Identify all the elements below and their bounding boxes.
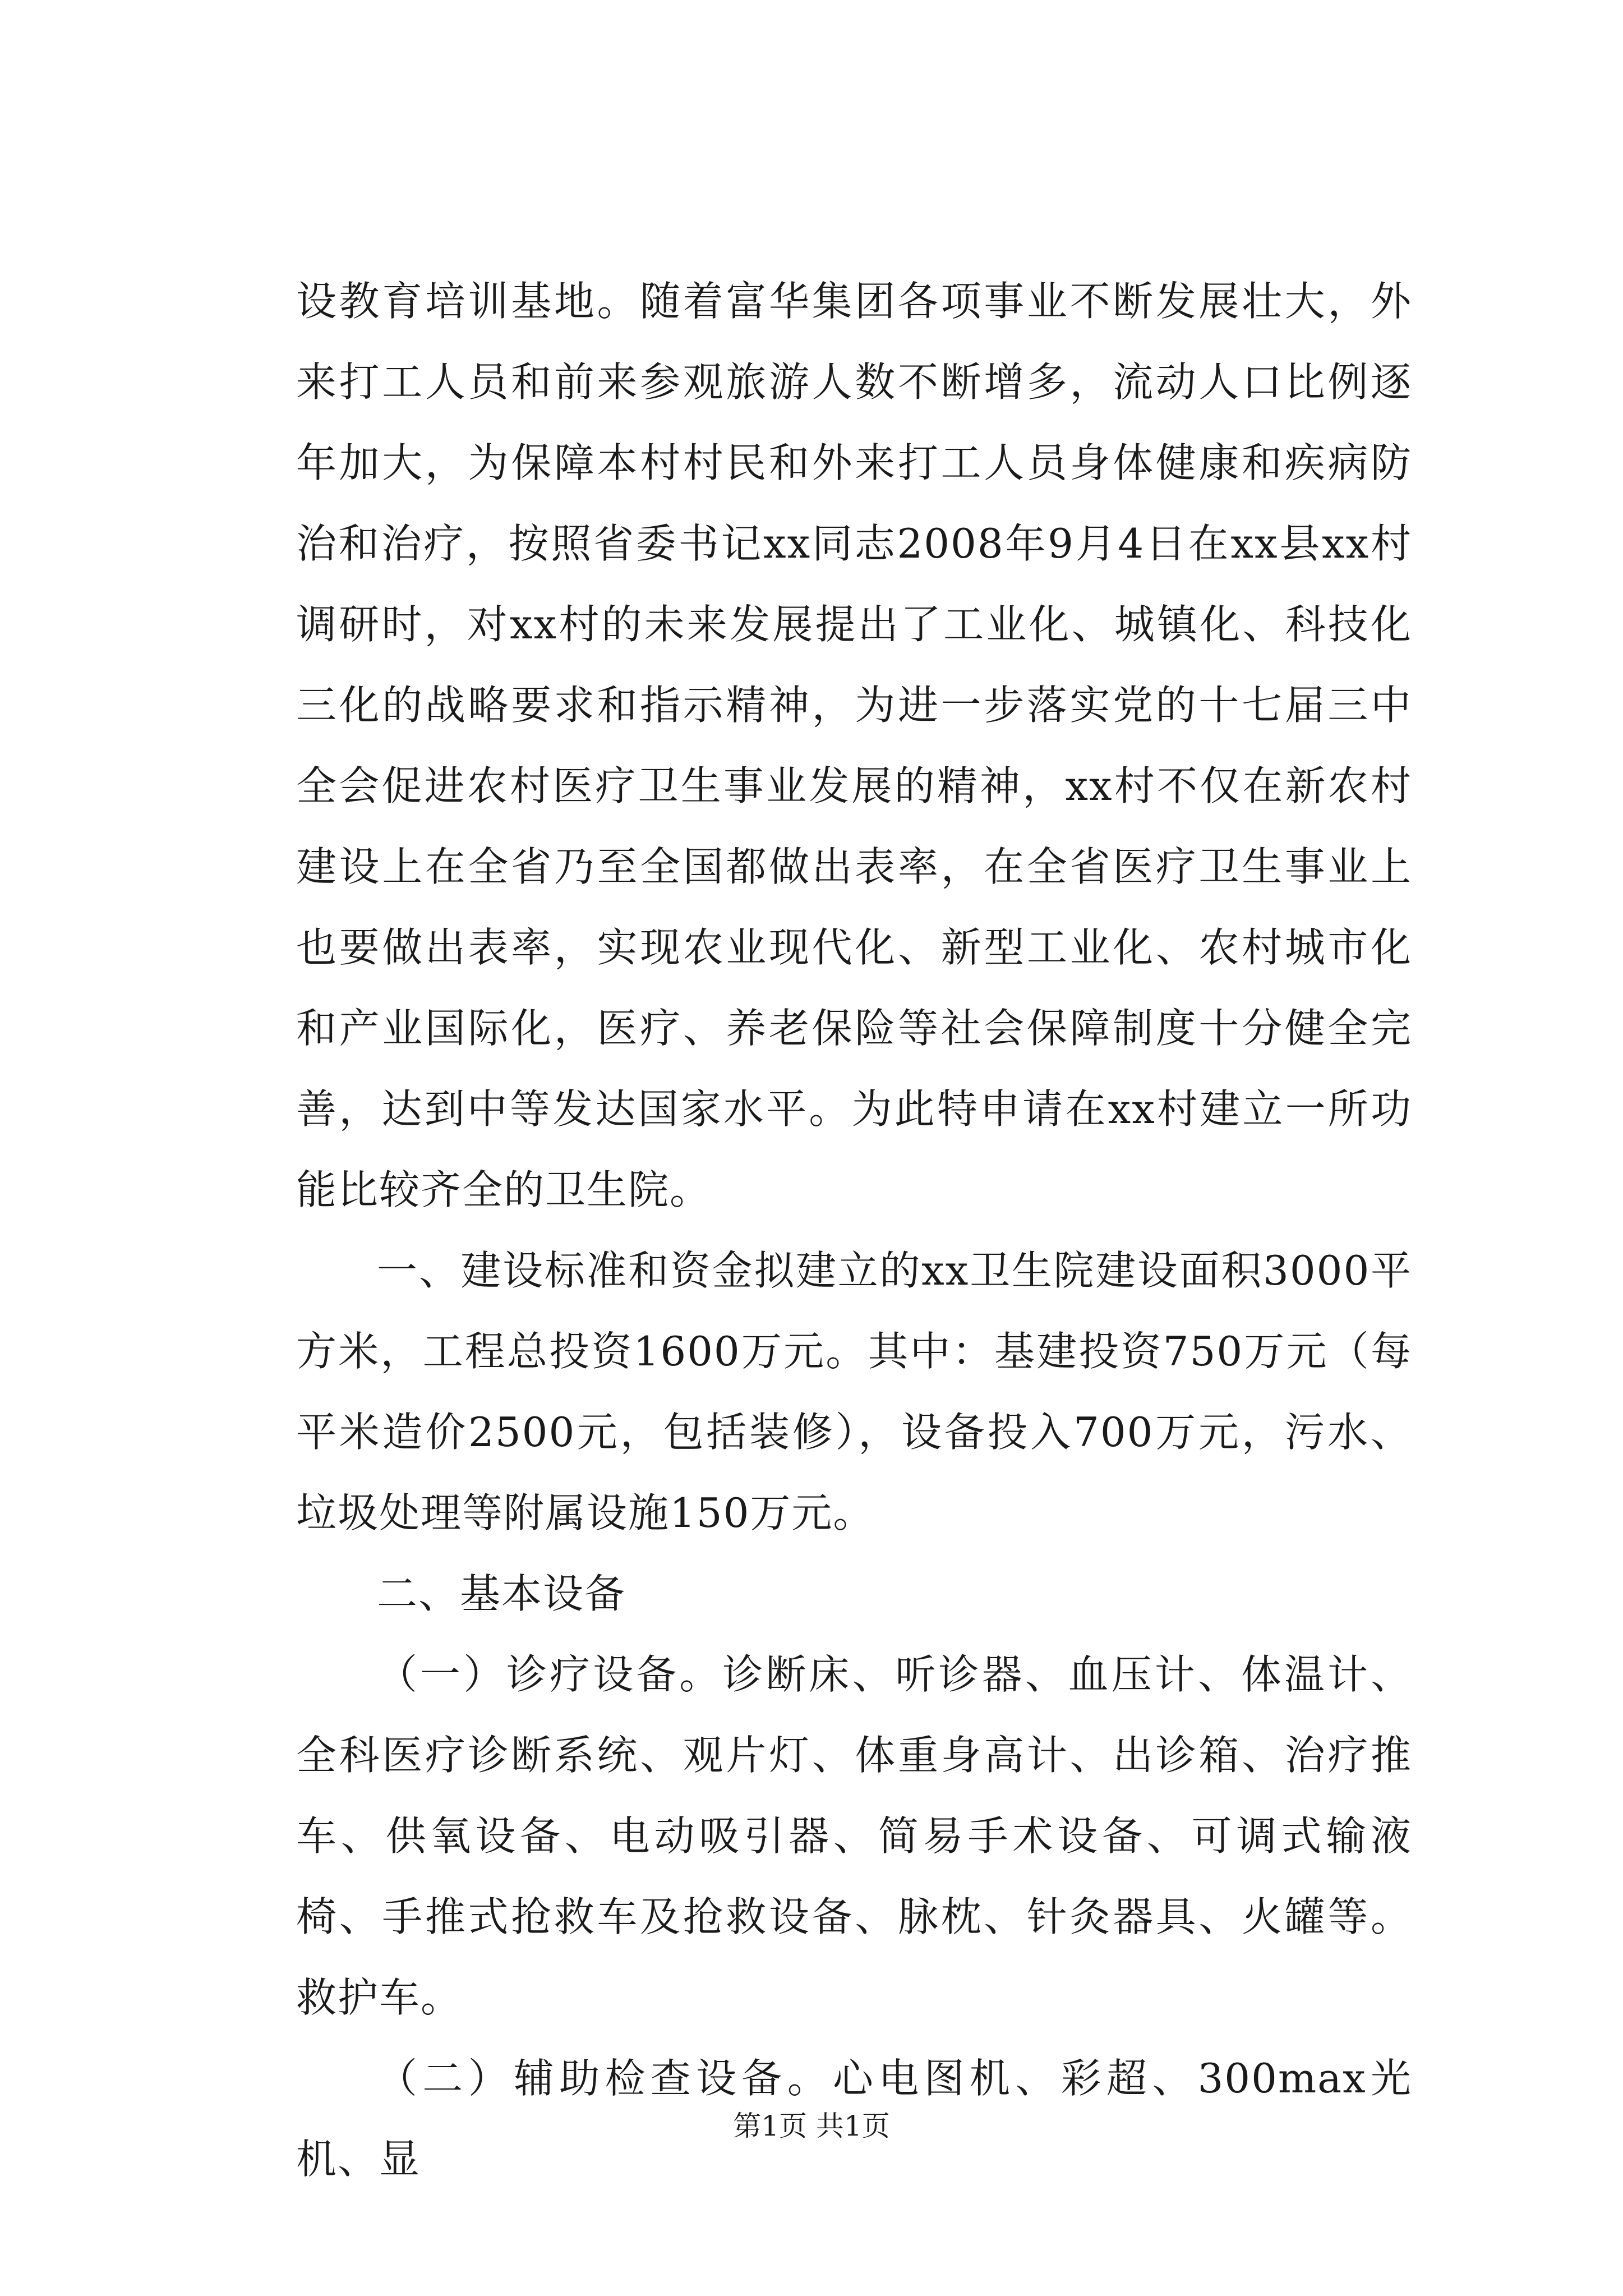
document-body: [296, 261, 1412, 2200]
page-footer: 第1页 共1页: [733, 2110, 890, 2142]
paragraph-diagnostic-equipment: （一）诊疗设备。诊断床、听诊器、血压计、体温计、全科医疗诊断系统、观片灯、体重身高计、出诊箱、治疗推车、供氧设备、电动吸引器、简易手术设备、可调式输液椅、手推式抢救车及抢救设备、脉枕、针灸器具、火罐等。救护车。: [296, 1651, 1412, 2021]
paragraph-background: 设教育培训基地。随着富华集团各项事业不断发展壮大，外来打工人员和前来参观旅游人数不断增多，流动人口比例逐年加大，为保障本村村民和外来打工人员身体健康和疾病防治和治疗，按照省委书记xx同志2008年9月4日在xx县xx村调研时，对xx村的未来发展提出了工业化、城镇化、科技化三化的战略要求和指示精神，为进一步落实党的十七届三中全会促进农村医疗卫生事业发展的精神，xx村不仅在新农村建设上在全省乃至全国都做出表率，在全省医疗卫生事业上也要做出表率，实现农业现代化、新型工业化、农村城市化和产业国际化，医疗、养老保险等社会保障制度十分健全完善，达到中等发达国家水平。为此特申请在xx村建立一所功能比较齐全的卫生院。: [296, 278, 1412, 1213]
paragraph-auxiliary-equipment: （二）辅助检查设备。心电图机、彩超、300max光机、显: [296, 2055, 1412, 2183]
paragraph-construction-standard: 一、建设标准和资金拟建立的xx卫生院建设面积3000平方米，工程总投资1600万元。其中：基建投资750万元（每平米造价2500元，包括装修），设备投入700万元，污水、垃圾处理等附属设施150万元。: [296, 1247, 1412, 1536]
heading-basic-equipment: 二、基本设备: [377, 1570, 626, 1617]
